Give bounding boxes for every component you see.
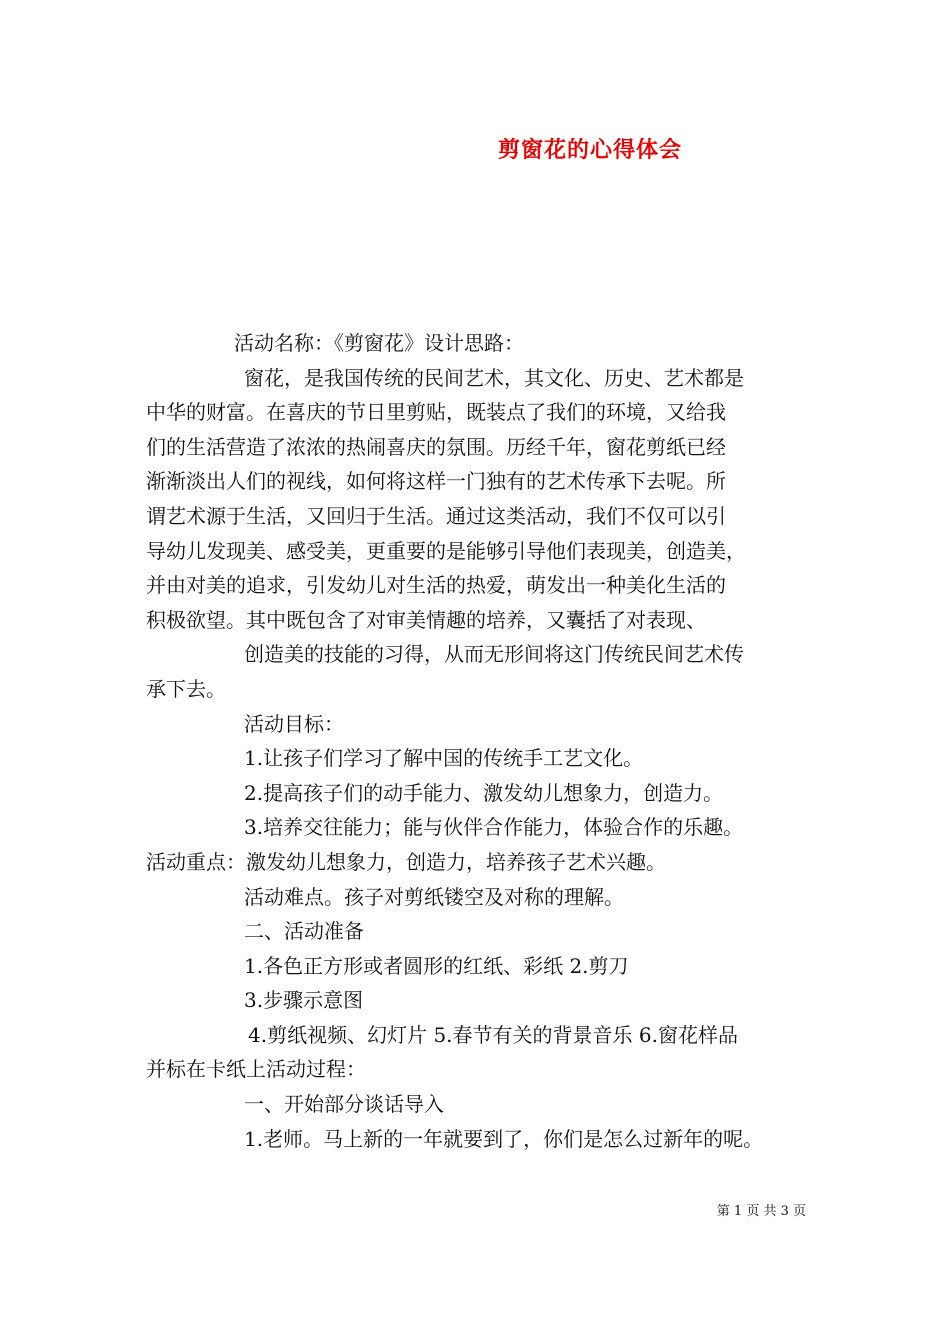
paragraph-line: 窗花，是我国传统的民间艺术，其文化、历史、艺术都是 [244,365,744,390]
paragraph-line: 一、开始部分谈话导入 [244,1092,444,1117]
paragraph-line: 3.步骤示意图 [244,988,364,1013]
paragraph-line: 并由对美的追求，引发幼儿对生活的热爱，萌发出一种美化生活的 [146,573,726,598]
paragraph-line: 4.剪纸视频、幻灯片 5.春节有关的背景音乐 6.窗花样品 [248,1022,738,1047]
paragraph-line: 们的生活营造了浓浓的热闹喜庆的氛围。历经千年，窗花剪纸已经 [146,434,726,459]
paragraph-line: 1.各色正方形或者圆形的红纸、彩纸 2.剪刀 [244,953,629,978]
paragraph-line: 1.老师。马上新的一年就要到了，你们是怎么过新年的呢。 [244,1126,764,1151]
document-title: 剪窗花的心得体会 [497,137,682,163]
paragraph-line: 2.提高孩子们的动手能力、激发幼儿想象力，创造力。 [244,780,724,805]
paragraph-line: 活动难点。孩子对剪纸镂空及对称的理解。 [244,884,624,909]
paragraph-line: 活动目标： [244,711,344,736]
paragraph-line: 导幼儿发现美、感受美，更重要的是能够引导他们表现美，创造美， [146,538,746,563]
paragraph-line: 3.培养交往能力；能与伙伴合作能力，体验合作的乐趣。 [244,815,744,840]
page-footer: 第 1 页 共 3 页 [716,1204,806,1219]
document-body [146,326,826,1156]
paragraph-line: 创造美的技能的习得，从而无形间将这门传统民间艺术传 [244,642,744,667]
paragraph-line: 活动名称：《剪窗花》设计思路： [234,331,524,355]
paragraph-line: 二、活动准备 [244,919,364,944]
paragraph-line: 活动重点：激发幼儿想象力，创造力，培养孩子艺术兴趣。 [146,849,666,874]
paragraph-line: 并标在卡纸上活动过程： [146,1057,366,1082]
paragraph-line: 谓艺术源于生活，又回归于生活。通过这类活动，我们不仅可以引 [146,503,726,528]
paragraph-line: 积极欲望。其中既包含了对审美情趣的培养，又囊括了对表现、 [146,607,706,632]
paragraph-line: 承下去。 [146,676,226,701]
paragraph-line: 渐渐淡出人们的视线，如何将这样一门独有的艺术传承下去呢。所 [146,469,726,494]
paragraph-line: 1.让孩子们学习了解中国的传统手工艺文化。 [244,746,644,771]
paragraph-line: 中华的财富。在喜庆的节日里剪贴，既装点了我们的环境，又给我 [146,400,726,425]
